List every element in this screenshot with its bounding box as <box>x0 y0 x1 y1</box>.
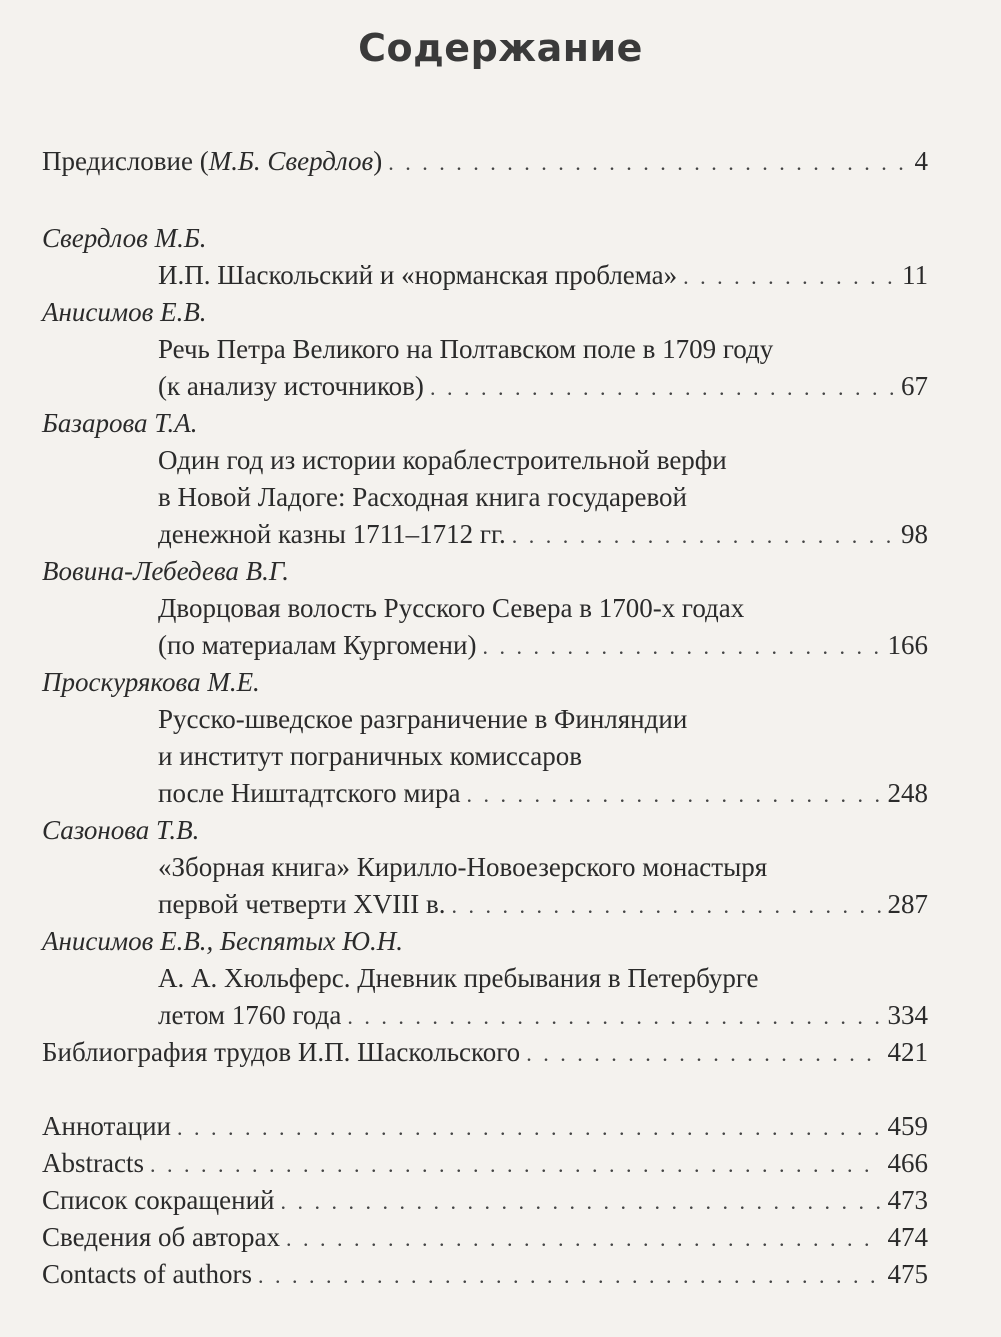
page-title: Содержание <box>358 26 643 70</box>
toc-author: Анисимов Е.В., Беспятых Ю.Н. <box>42 926 404 956</box>
dot-leader <box>526 1038 881 1070</box>
toc-entry <box>158 999 928 1031</box>
toc-entry-label: после Ништадтского мира <box>158 778 461 808</box>
toc-entry <box>158 777 928 809</box>
toc-entry-label: Abstracts <box>42 1148 144 1178</box>
toc-entry-label: первой четверти XVIII в. <box>158 889 446 919</box>
toc-page-number: 67 <box>901 371 928 401</box>
toc-entry-label: летом 1760 года <box>158 1000 342 1030</box>
dot-leader <box>280 1186 881 1218</box>
toc-entry-label: Предисловие (М.Б. Свердлов) <box>42 146 383 176</box>
toc-author: Свердлов М.Б. <box>42 223 207 253</box>
toc-entry <box>158 370 928 402</box>
toc-page-number: 459 <box>887 1111 928 1141</box>
toc-entry-contacts <box>42 1258 928 1290</box>
toc-page-number: 287 <box>887 889 928 919</box>
toc-entry-label: (к анализу источников) <box>158 371 424 401</box>
dot-leader <box>512 520 895 552</box>
toc-entry-bibliography <box>42 1036 928 1068</box>
toc-entry-label: Contacts of authors <box>42 1259 252 1289</box>
toc-entry-line: Один год из истории кораблестроительной верфи <box>158 445 727 475</box>
toc-author: Сазонова Т.В. <box>42 815 200 845</box>
toc-page-number: 421 <box>887 1037 928 1067</box>
toc-entry <box>158 888 928 920</box>
toc-entry-abbreviations <box>42 1184 928 1216</box>
dot-leader <box>466 779 881 811</box>
toc-author: Базарова Т.А. <box>42 408 198 438</box>
toc-entry-line: в Новой Ладоге: Расходная книга государевой <box>158 482 687 512</box>
toc-entry-label: денежной казны 1711–1712 гг. <box>158 519 506 549</box>
toc-page-number: 98 <box>901 519 928 549</box>
toc-entry-line: и институт пограничных комиссаров <box>158 741 582 771</box>
toc-entry-line: Речь Петра Великого на Полтавском поле в 1709 году <box>158 334 774 364</box>
dot-leader <box>347 1001 881 1033</box>
toc-author: Вовина-Лебедева В.Г. <box>42 556 289 586</box>
dot-leader <box>388 147 908 179</box>
dot-leader <box>258 1260 882 1292</box>
toc-author: Анисимов Е.В. <box>42 297 207 327</box>
toc-entry-line: Дворцовая волость Русского Севера в 1700-х годах <box>158 593 745 623</box>
toc-page-number: 475 <box>887 1259 928 1289</box>
dot-leader <box>177 1112 881 1144</box>
toc-page-number: 334 <box>887 1000 928 1030</box>
toc-entry-authors-info <box>42 1221 928 1253</box>
toc-entry-label: (по материалам Кургомени) <box>158 630 477 660</box>
dot-leader <box>452 890 882 922</box>
toc-entry <box>158 259 928 291</box>
toc-entry-label: Список сокращений <box>42 1185 275 1215</box>
toc-page-number: 166 <box>887 630 928 660</box>
toc-entry-label: Сведения об авторах <box>42 1222 280 1252</box>
dot-leader <box>286 1223 882 1255</box>
toc-entry-line: Русско-шведское разграничение в Финляндии <box>158 704 688 734</box>
dot-leader <box>482 631 881 663</box>
toc-page-number: 474 <box>887 1222 928 1252</box>
toc-author: Проскурякова М.Е. <box>42 667 260 697</box>
toc-entry-line: «Зборная книга» Кирилло-Новоезерского монастыря <box>158 852 768 882</box>
toc-page-number: 248 <box>887 778 928 808</box>
toc-page-number: 11 <box>902 260 928 290</box>
toc-page-number: 4 <box>914 146 928 176</box>
toc-page-number: 466 <box>887 1148 928 1178</box>
dot-leader <box>683 261 896 293</box>
dot-leader <box>150 1149 882 1181</box>
toc-entry-abstracts <box>42 1147 928 1179</box>
toc-entry-label: И.П. Шаскольский и «норманская проблема» <box>158 260 678 290</box>
toc-entry-label: Библиография трудов И.П. Шаскольского <box>42 1037 521 1067</box>
toc-entry-annotations <box>42 1110 928 1142</box>
toc-entry-line: А. А. Хюльферс. Дневник пребывания в Петербурге <box>158 963 759 993</box>
dot-leader <box>430 372 895 404</box>
toc-entry <box>158 518 928 550</box>
toc-entry <box>158 629 928 661</box>
toc-page-number: 473 <box>887 1185 928 1215</box>
toc-entry-label: Аннотации <box>42 1111 172 1141</box>
toc-entry-preface <box>42 145 928 177</box>
